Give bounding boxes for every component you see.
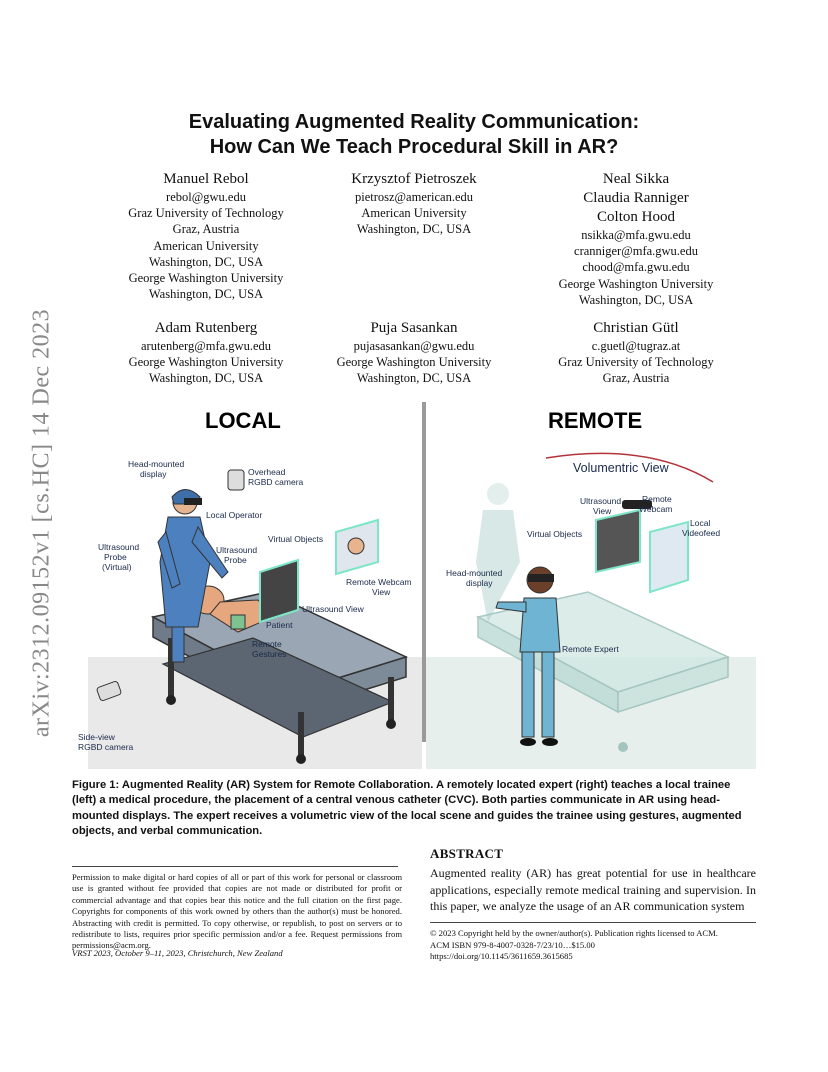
svg-text:LocalVideofeed: Local Videofeed xyxy=(682,518,721,538)
author-rutenberg: Adam Rutenberg arutenberg@mfa.gwu.edu George Washington University Washington, DC, USA xyxy=(128,320,284,386)
paper-title xyxy=(72,110,756,160)
svg-text:RemoteWebcam: Remote Webcam xyxy=(639,494,673,514)
svg-text:RemoteGestures: Remote Gestures xyxy=(252,639,287,659)
remote-ultrasound-view-panel xyxy=(596,510,640,572)
figure-1-illustration xyxy=(78,402,756,769)
author-pietroszek: Krzysztof Pietroszek pietrosz@american.edu American University Washington, DC, USA xyxy=(351,171,477,237)
author-sikka-group: Neal Sikka Claudia Ranniger Colton Hood nsikka@mfa.gwu.edu cranniger@mfa.gwu.edu chood@mfa.gwu.edu George Washington University Washington, DC, USA xyxy=(558,171,714,307)
title-line-1: Evaluating Augmented Reality Communication: xyxy=(188,111,640,133)
author-guetl: Christian Gütl c.guetl@tugraz.at Graz University of Technology Graz, Austria xyxy=(558,320,714,386)
footnote-rule xyxy=(72,866,398,867)
svg-text:Virtual Objects: Virtual Objects xyxy=(527,529,583,539)
svg-text:Virtual Objects: Virtual Objects xyxy=(268,534,324,544)
svg-text:Head-mounteddisplay: Head-mounted display xyxy=(446,568,503,588)
arxiv-sidebar xyxy=(22,285,62,760)
abstract-heading: ABSTRACT xyxy=(430,846,504,861)
overhead-camera xyxy=(228,470,244,490)
remote-title: REMOTE xyxy=(548,408,643,433)
abstract-text: Augmented reality (AR) has great potential for use in healthcare applications, especially remote medical training and supervision. In this paper, we analyze the usage of an AR communication system xyxy=(430,866,756,913)
local-title: LOCAL xyxy=(205,408,281,433)
svg-text:UltrasoundProbe: Ultrasound Probe xyxy=(216,545,258,565)
author-rebol: Manuel Rebol rebol@gwu.edu Graz University of Technology Graz, Austria American University Washington, DC, USA George Washington University Washington, DC, USA xyxy=(128,171,284,302)
arxiv-id: arXiv:2312.09152v1 [cs.HC] 14 Dec 2023 xyxy=(28,308,55,737)
copyright-block: © 2023 Copyright held by the owner/author(s). Publication rights licensed to ACM. ACM ISBN 979-8-4007-0328-7/23/10…$15.00 https://doi.org/10.1145/3611659.3615685 xyxy=(430,928,718,962)
title-line-2: How Can We Teach Procedural Skill in AR? xyxy=(209,136,619,158)
permission-notice: Permission to make digital or hard copies of all or part of this work for personal or classroom use is granted without fee provided that copies are not made or distributed for profit or commercial advantage and that copies bear this notice and the full citation on the first page. Copyrights for components of this work owned by others than the author(s) must be honored. Abstracting with credit is permitted. To copy otherwise, or republish, to post on servers or to redistribute to lists, requires prior specific permission and/or a fee. Request permissions from permissions@acm.org. xyxy=(72,872,402,951)
copyright-rule xyxy=(430,922,756,923)
figure-caption: Figure 1: Augmented Reality (AR) System for Remote Collaboration. A remotely located expert (right) teaches a local trainee (left) a medical procedure, the placement of a central venous catheter (CVC). Both parties communicate in AR using head-mounted displays. The expert receives a volumetric view of the local scene and guides the trainee using gestures, augmented objects, and verbal communication. xyxy=(72,779,742,838)
panel-divider xyxy=(422,402,426,742)
svg-text:Head-mounteddisplay: Head-mounted display xyxy=(128,459,185,479)
svg-text:OverheadRGBD camera: Overhead RGBD camera xyxy=(248,467,304,487)
svg-text:UltrasoundView: Ultrasound View xyxy=(580,496,622,516)
volumetric-view-label: Volumentric View xyxy=(573,461,669,475)
svg-text:Remote Expert: Remote Expert xyxy=(562,644,619,654)
local-ultrasound-view-panel xyxy=(260,560,298,622)
svg-text:UltrasoundProbe(Virtual): Ultrasound Probe (Virtual) xyxy=(98,542,140,572)
svg-text:Local Operator: Local Operator xyxy=(206,510,263,520)
svg-text:Patient: Patient xyxy=(266,620,293,630)
svg-text:Side-viewRGBD camera: Side-view RGBD camera xyxy=(78,732,134,752)
svg-text:Remote WebcamView: Remote Webcam View xyxy=(346,577,412,597)
venue-line: VRST 2023, October 9–11, 2023, Christchurch, New Zealand xyxy=(72,948,283,958)
author-sasankan: Puja Sasankan pujasasankan@gwu.edu George Washington University Washington, DC, USA xyxy=(336,320,492,386)
svg-text:Ultrasound View: Ultrasound View xyxy=(302,604,364,614)
